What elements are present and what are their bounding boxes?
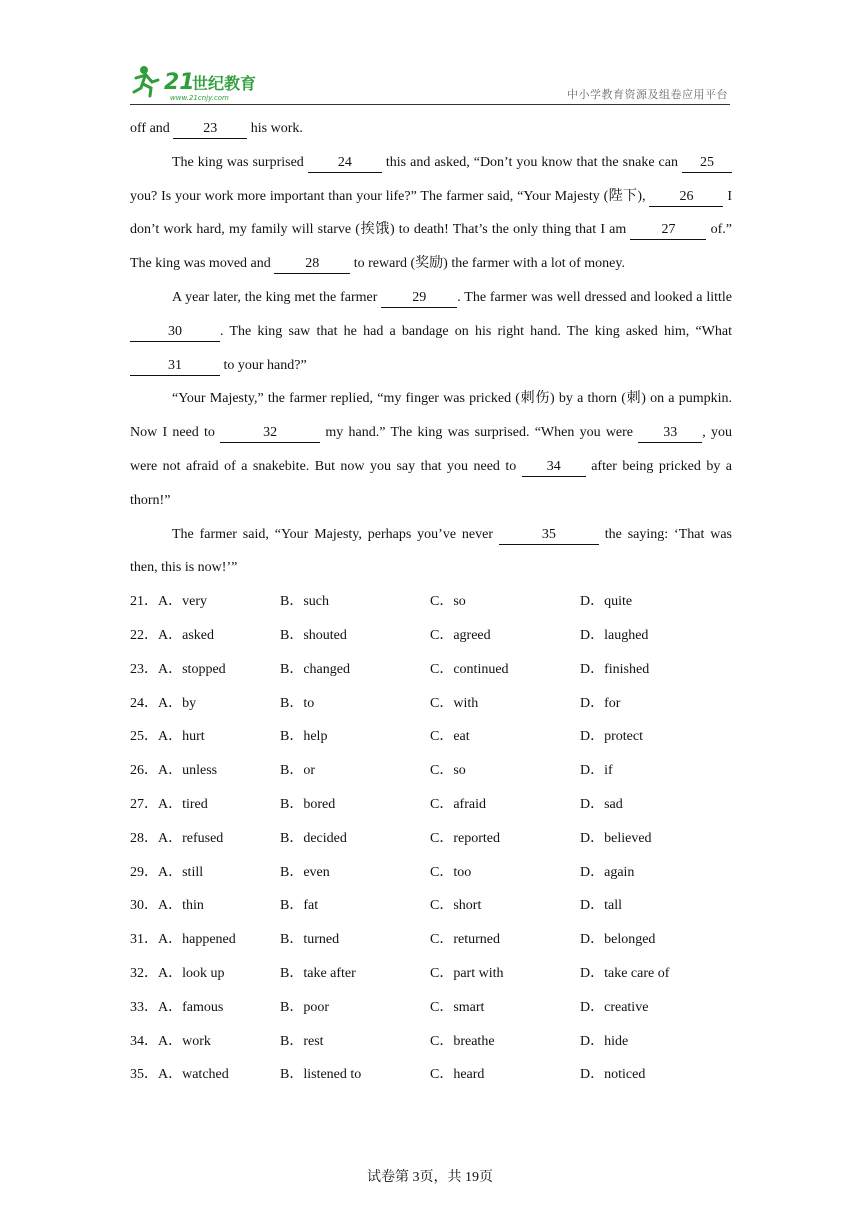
blank-33: 33 (638, 424, 702, 443)
option-a[interactable]: 34．A．work (130, 1033, 211, 1049)
option-d[interactable]: D．creative (580, 999, 649, 1015)
option-a[interactable]: 23．A．stopped (130, 661, 226, 677)
option-d[interactable]: D．protect (580, 729, 643, 745)
option-d[interactable]: D．sad (580, 796, 623, 812)
option-c[interactable]: C．returned (430, 932, 500, 948)
option-b[interactable]: B．rest (280, 1033, 324, 1049)
option-a[interactable]: 21．A．very (130, 594, 207, 610)
option-b[interactable]: B．to (280, 695, 315, 711)
option-d[interactable]: D．laughed (580, 627, 649, 643)
option-a[interactable]: 31．A．happened (130, 932, 236, 948)
option-d[interactable]: D．hide (580, 1033, 629, 1049)
option-c[interactable]: C．so (430, 763, 466, 779)
question-row (130, 720, 732, 754)
svg-text:www.21cnjy.com: www.21cnjy.com (170, 94, 229, 102)
question-row (130, 653, 732, 687)
blank-34: 34 (522, 458, 586, 477)
question-row (130, 991, 732, 1025)
option-a[interactable]: 32．A．look up (130, 965, 225, 981)
blank-32: 32 (220, 424, 320, 443)
option-c[interactable]: C．part with (430, 965, 504, 981)
option-d[interactable]: D．quite (580, 594, 633, 610)
blank-26: 26 (649, 188, 723, 207)
question-row (130, 1058, 732, 1092)
site-logo (130, 62, 280, 102)
option-b[interactable]: B．bored (280, 796, 336, 812)
option-c[interactable]: C．agreed (430, 627, 491, 643)
option-a[interactable]: 29．A．still (130, 864, 204, 880)
question-row (130, 619, 732, 653)
option-a[interactable]: 25．A．hurt (130, 729, 205, 745)
passage-paragraph: The farmer said, “Your Majesty, perhaps you’ve never 35 the saying: ‘That was then, this is now!’” (130, 526, 732, 576)
option-b[interactable]: B．take after (280, 965, 356, 981)
question-row (130, 923, 732, 957)
option-b[interactable]: B．decided (280, 830, 347, 846)
option-d[interactable]: D．believed (580, 830, 652, 846)
option-a[interactable]: 24．A．by (130, 695, 197, 711)
passage-paragraph: The king was surprised 24 this and asked, “Don’t you know that the snake can 25 you? Is your work more important than your life?” The farmer said, “Your Majesty (陛下), 26 I don’t work hard, my family will starve (挨饿) to death! That’s the only thing that I am 27 of.” The king was moved and 28 to reward (奖励) the farmer with a lot of money. (130, 146, 732, 281)
option-a[interactable]: 28．A．refused (130, 830, 224, 846)
blank-31: 31 (130, 357, 220, 376)
blank-35: 35 (499, 526, 599, 545)
page-header (130, 58, 730, 105)
page-footer: 试卷第 3页，共 19页 (367, 1170, 493, 1185)
option-b[interactable]: B．fat (280, 898, 319, 914)
option-c[interactable]: C．breathe (430, 1033, 495, 1049)
option-c[interactable]: C．so (430, 594, 466, 610)
blank-27: 27 (630, 221, 706, 240)
option-b[interactable]: B．shouted (280, 627, 347, 643)
option-c[interactable]: C．with (430, 695, 479, 711)
option-a[interactable]: 27．A．tired (130, 796, 208, 812)
option-c[interactable]: C．heard (430, 1067, 485, 1083)
option-b[interactable]: B．poor (280, 999, 329, 1015)
question-row (130, 754, 732, 788)
question-row (130, 889, 732, 923)
question-row (130, 788, 732, 822)
question-row (130, 1025, 732, 1059)
passage-paragraph: A year later, the king met the farmer 29 . The farmer was well dressed and looked a little 30 . The king saw that he had a bandage on his right hand. The king asked him, “What 31 to your hand?” (130, 281, 732, 382)
option-c[interactable]: C．smart (430, 999, 485, 1015)
question-row (130, 822, 732, 856)
question-row (130, 957, 732, 991)
blank-29: 29 (381, 289, 457, 308)
svg-text:世纪教育: 世纪教育 (192, 74, 257, 93)
option-b[interactable]: B．listened to (280, 1067, 362, 1083)
option-b[interactable]: B．such (280, 594, 329, 610)
option-a[interactable]: 22．A．asked (130, 627, 214, 643)
question-row (130, 687, 732, 721)
passage-paragraph: “Your Majesty,” the farmer replied, “my finger was pricked (刺伤) by a thorn (刺) on a pumpkin. Now I need to 32 my hand.” The king was surprised. “When you were 33 , you were not afraid of a snakebite. But now you say that you need to 34 after being pricked by a thorn!” (130, 391, 733, 508)
option-d[interactable]: D．noticed (580, 1067, 646, 1083)
option-c[interactable]: C．afraid (430, 796, 486, 812)
option-c[interactable]: C．too (430, 864, 472, 880)
options-list (130, 585, 732, 1092)
option-c[interactable]: C．short (430, 898, 482, 914)
option-a[interactable]: 30．A．thin (130, 898, 204, 914)
passage-fragment: off and 23 his work. (130, 112, 732, 146)
question-row (130, 856, 732, 890)
option-a[interactable]: 33．A．famous (130, 999, 224, 1015)
blank-30: 30 (130, 323, 220, 342)
svg-text:21: 21 (164, 70, 195, 95)
option-b[interactable]: B．turned (280, 932, 340, 948)
exam-content (130, 112, 732, 1092)
question-row (130, 585, 732, 619)
option-d[interactable]: D．for (580, 695, 621, 711)
option-d[interactable]: D．finished (580, 661, 650, 677)
option-c[interactable]: C．continued (430, 661, 509, 677)
header-platform-text: 中小学教育资源及组卷应用平台 (567, 88, 728, 101)
option-d[interactable]: D．tall (580, 898, 622, 914)
option-b[interactable]: B．even (280, 864, 330, 880)
blank-28: 28 (274, 255, 350, 274)
blank-24: 24 (308, 154, 382, 173)
option-d[interactable]: D．if (580, 763, 613, 779)
blank-25: 25 (682, 154, 732, 173)
option-c[interactable]: C．reported (430, 830, 500, 846)
option-b[interactable]: B．or (280, 763, 315, 779)
option-a[interactable]: 26．A．unless (130, 763, 218, 779)
option-d[interactable]: D．take care of (580, 965, 670, 981)
option-b[interactable]: B．help (280, 729, 328, 745)
option-b[interactable]: B．changed (280, 661, 350, 677)
blank-23: 23 (173, 120, 247, 139)
option-c[interactable]: C．eat (430, 729, 470, 745)
option-d[interactable]: D．belonged (580, 932, 656, 948)
option-a[interactable]: 35．A．watched (130, 1067, 229, 1083)
option-d[interactable]: D．again (580, 864, 635, 880)
